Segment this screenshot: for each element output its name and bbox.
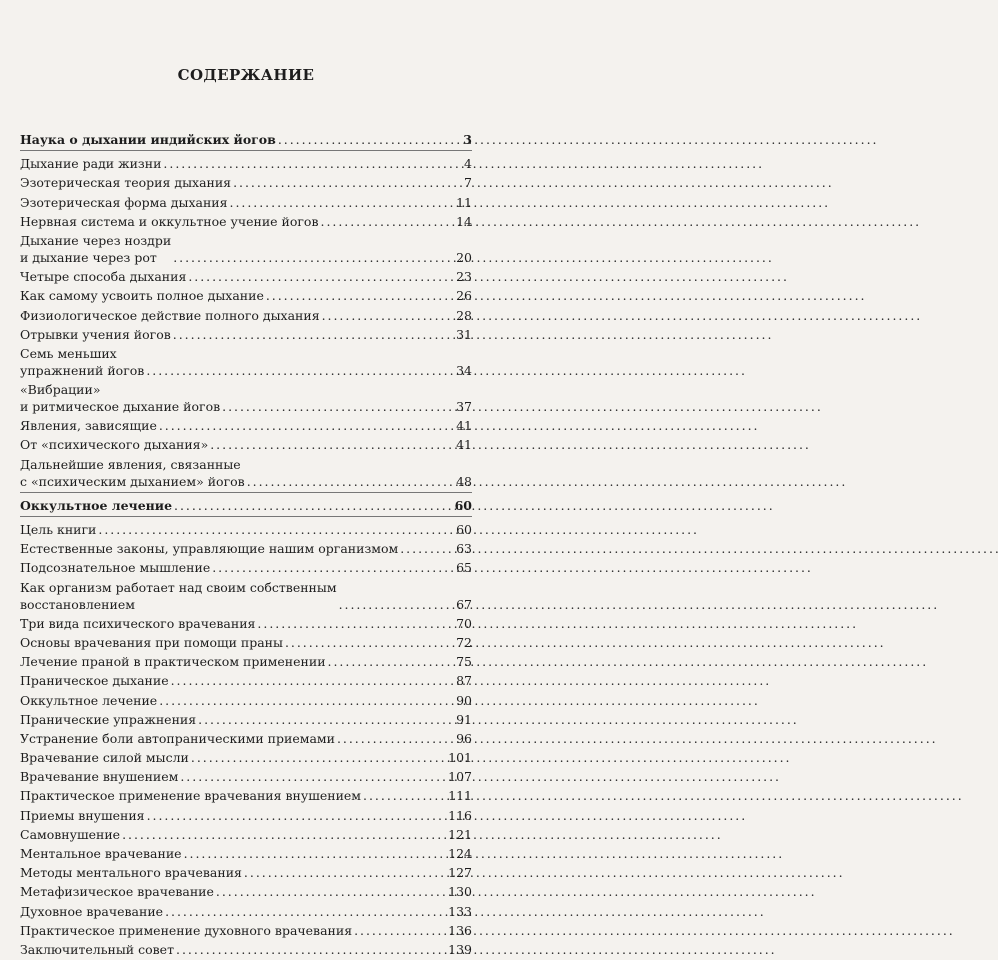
toc-entry-title-line: Физиологическое действие полного дыхания <box>20 307 320 323</box>
toc-entry <box>20 711 472 728</box>
toc-dot-leader <box>322 307 455 324</box>
toc-dot-leader <box>180 768 446 785</box>
toc-dot-leader <box>285 634 454 651</box>
toc-page-number: 60 <box>454 497 472 513</box>
toc-entry-title <box>20 307 320 324</box>
toc-dot-leader <box>191 749 446 766</box>
toc-entry-title-line: Врачевание внушением <box>20 769 179 785</box>
toc-entry-title <box>20 559 210 576</box>
toc-page-number: 48 <box>456 473 472 489</box>
page-title: СОДЕРЖАНИЕ <box>177 66 315 84</box>
toc-entry <box>20 194 472 211</box>
toc-entry-title-line: Подсознательное мышление <box>20 560 211 576</box>
toc-entry-title-line: Явления, зависящие <box>20 418 157 434</box>
toc-entry-title <box>20 232 171 266</box>
toc-entry <box>20 826 472 843</box>
toc-dot-leader <box>339 596 455 613</box>
toc-entry <box>20 213 472 230</box>
toc-entry-title-line: Заключительный совет <box>20 941 174 957</box>
toc-entry <box>20 941 472 958</box>
toc-entry-title <box>20 749 189 766</box>
toc-dot-leader <box>363 787 446 804</box>
toc-dot-leader <box>212 559 454 576</box>
toc-entry-title <box>20 653 326 670</box>
toc-entry-title-line: Методы ментального врачевания <box>20 865 242 881</box>
table-of-contents <box>20 131 472 960</box>
toc-entry-title <box>20 692 157 709</box>
toc-entry <box>20 174 472 191</box>
toc-entry-title <box>20 787 361 804</box>
toc-entry-title <box>20 768 178 785</box>
toc-page-number: 31 <box>456 326 472 342</box>
toc-dot-leader <box>233 174 458 191</box>
toc-dot-leader <box>278 131 458 148</box>
toc-page-number: 67 <box>456 596 472 612</box>
toc-entry-title <box>20 922 352 939</box>
toc-entry-title-line: Праническое дыхание <box>20 673 169 689</box>
toc-entry-title <box>20 497 172 514</box>
toc-dot-leader <box>159 417 454 434</box>
toc-page-number: 11 <box>456 194 472 210</box>
toc-entry <box>20 456 472 490</box>
toc-dot-leader <box>210 436 454 453</box>
toc-entry-title-line: упражнений йогов <box>20 362 145 378</box>
toc-entry-title <box>20 268 186 285</box>
toc-entry-title-line: Оккультное лечение <box>20 497 173 513</box>
toc-entry-title <box>20 521 96 538</box>
toc-entry-title-line: и дыхание через рот <box>20 249 157 265</box>
toc-entry-title <box>20 903 163 920</box>
toc-entry-title-line: Наука о дыхании индийских йогов <box>20 132 276 147</box>
toc-page-number: 91 <box>456 711 472 727</box>
toc-entry-title-line: Дыхание через ноздри <box>20 232 172 248</box>
toc-entry-title-line: Практическое применение духовного врачевания <box>20 922 353 938</box>
toc-entry-title <box>20 194 228 211</box>
toc-page-number: 136 <box>448 922 472 938</box>
toc-entry-title-line: Дальнейшие явления, связанные <box>20 456 241 472</box>
toc-page-number: 26 <box>456 288 472 304</box>
toc-page-number: 75 <box>456 654 472 670</box>
toc-entry-title-line: Три вида психического врачевания <box>20 615 256 631</box>
toc-page-number: 20 <box>456 249 472 265</box>
toc-entry-title <box>20 864 242 881</box>
toc-entry <box>20 749 472 766</box>
toc-entry-title <box>20 807 145 824</box>
toc-page-number: 116 <box>448 807 472 823</box>
toc-entry-title-line: и ритмическое дыхание йогов <box>20 399 221 415</box>
toc-entry <box>20 653 472 670</box>
toc-section-heading <box>20 131 472 148</box>
section-divider <box>20 516 472 517</box>
toc-entry-title-line: Семь меньших <box>20 345 117 361</box>
toc-entry-title-line: Эзотерическая теория дыхания <box>20 175 232 191</box>
toc-entry-title <box>20 213 319 230</box>
section-divider <box>20 492 472 493</box>
toc-entry-title-line: Нервная система и оккультное учение йогов <box>20 213 319 229</box>
toc-entry-title-line: Врачевание силой мысли <box>20 750 189 766</box>
toc-page-number: 37 <box>456 399 472 415</box>
toc-entry <box>20 381 472 415</box>
toc-entry-title-line: Практическое применение врачевания внушением <box>20 788 362 804</box>
toc-page-number: 23 <box>456 269 472 285</box>
toc-page-number: 127 <box>448 865 472 881</box>
toc-dot-leader <box>173 249 454 266</box>
toc-page-number: 133 <box>448 903 472 919</box>
toc-entry-title-line: Отрывки учения йогов <box>20 326 171 342</box>
toc-dot-leader <box>247 473 454 490</box>
toc-dot-leader <box>174 497 453 514</box>
toc-entry-title <box>20 174 231 191</box>
toc-entry-title <box>20 634 283 651</box>
toc-entry-title <box>20 155 161 172</box>
toc-page-number: 101 <box>448 750 472 766</box>
toc-entry <box>20 436 472 453</box>
toc-section-heading <box>20 497 472 514</box>
toc-entry <box>20 345 472 379</box>
toc-entry-title <box>20 417 157 434</box>
toc-entry <box>20 326 472 343</box>
toc-dot-leader <box>354 922 446 939</box>
toc-entry-title-line: с «психическим дыханием» йогов <box>20 473 245 489</box>
toc-page-number: 63 <box>456 541 472 557</box>
toc-entry-title-line: От «психического дыхания» <box>20 437 209 453</box>
toc-dot-leader <box>184 845 447 862</box>
toc-dot-leader <box>163 155 458 172</box>
toc-dot-leader <box>173 326 454 343</box>
toc-page-number: 87 <box>456 673 472 689</box>
toc-page-number: 111 <box>448 788 472 804</box>
toc-entry-title <box>20 672 169 689</box>
toc-entry-title-line: «Вибрации» <box>20 382 101 398</box>
toc-entry-title-line: Духовное врачевание <box>20 903 164 919</box>
toc-entry-title-line: Самовнушение <box>20 826 121 842</box>
toc-entry-title-line: Приемы внушения <box>20 807 145 823</box>
toc-page-number: 41 <box>456 437 472 453</box>
toc-entry-title <box>20 711 196 728</box>
toc-dot-leader <box>159 692 454 709</box>
toc-dot-leader <box>171 672 454 689</box>
toc-entry-title <box>20 540 398 557</box>
toc-entry-title-line: Естественные законы, управляющие нашим организмом <box>20 541 399 557</box>
toc-entry <box>20 155 472 172</box>
toc-entry-title-line: Как организм работает над своим собственным <box>20 579 337 595</box>
toc-entry <box>20 922 472 939</box>
toc-dot-leader <box>400 540 454 557</box>
toc-entry <box>20 559 472 576</box>
toc-dot-leader <box>147 807 447 824</box>
toc-dot-leader <box>146 362 454 379</box>
toc-page-number: 34 <box>456 362 472 378</box>
toc-dot-leader <box>266 287 454 304</box>
toc-entry-title <box>20 883 214 900</box>
toc-page-number: 41 <box>456 418 472 434</box>
book-page <box>0 0 492 957</box>
toc-entry-title <box>20 826 120 843</box>
toc-dot-leader <box>176 941 446 958</box>
toc-entry <box>20 417 472 434</box>
toc-entry <box>20 787 472 804</box>
toc-entry-title-line: Ментальное врачевание <box>20 846 182 861</box>
toc-entry-title <box>20 436 208 453</box>
toc-dot-leader <box>337 730 454 747</box>
toc-dot-leader <box>222 398 454 415</box>
toc-dot-leader <box>244 864 446 881</box>
toc-entry <box>20 768 472 785</box>
toc-entry-title-line: Основы врачевания при помощи праны <box>20 634 283 650</box>
toc-entry <box>20 521 472 538</box>
toc-entry <box>20 615 472 632</box>
toc-entry <box>20 268 472 285</box>
toc-page-number: 96 <box>456 730 472 746</box>
toc-page-number: 90 <box>456 692 472 708</box>
toc-page-number: 124 <box>448 846 472 861</box>
toc-entry-title-line: Четыре способа дыхания <box>20 269 187 285</box>
toc-entry-title <box>20 326 171 343</box>
toc-entry <box>20 692 472 709</box>
toc-entry-title-line: Цель книги <box>20 522 97 537</box>
toc-entry-title <box>20 287 264 304</box>
toc-dot-leader <box>165 903 446 920</box>
toc-entry <box>20 864 472 881</box>
toc-page-number: 121 <box>448 826 472 842</box>
toc-dot-leader <box>122 826 446 843</box>
toc-dot-leader <box>188 268 454 285</box>
toc-page-number: 7 <box>464 175 472 191</box>
toc-entry <box>20 903 472 920</box>
toc-entry-title <box>20 845 182 862</box>
toc-entry <box>20 287 472 304</box>
toc-page-number: 130 <box>448 884 472 900</box>
toc-page-number: 107 <box>448 769 472 785</box>
toc-entry <box>20 807 472 824</box>
toc-entry <box>20 579 472 613</box>
toc-page-number: 65 <box>456 560 472 576</box>
toc-entry-title <box>20 131 276 148</box>
toc-entry <box>20 634 472 651</box>
toc-dot-leader <box>321 213 455 230</box>
toc-page-number: 70 <box>456 615 472 631</box>
toc-page-number: 28 <box>456 307 472 323</box>
toc-page-number: 72 <box>456 634 472 650</box>
toc-entry-title <box>20 941 174 958</box>
toc-entry-title-line: Лечение праной в практическом применении <box>20 654 326 670</box>
toc-entry-title-line: Как самому усвоить полное дыхание <box>20 288 264 304</box>
toc-page-number: 139 <box>448 941 472 957</box>
toc-entry-title-line: Пранические упражнения <box>20 711 197 727</box>
toc-dot-leader <box>230 194 455 211</box>
toc-entry-title <box>20 579 337 613</box>
toc-entry <box>20 540 472 557</box>
toc-entry <box>20 307 472 324</box>
toc-entry-title-line: Устранение боли автопраническими приемами <box>20 730 335 746</box>
toc-entry <box>20 730 472 747</box>
toc-entry-title <box>20 730 335 747</box>
toc-entry-title-line: Эзотерическая форма дыхания <box>20 194 228 210</box>
toc-entry-title <box>20 345 144 379</box>
toc-page-number: 4 <box>464 156 472 172</box>
toc-page-number: 14 <box>456 213 472 229</box>
toc-entry <box>20 672 472 689</box>
toc-entry-title-line: Оккультное лечение <box>20 692 158 708</box>
toc-dot-leader <box>257 615 454 632</box>
toc-dot-leader <box>198 711 454 728</box>
section-divider <box>20 150 472 151</box>
toc-entry-title <box>20 456 245 490</box>
toc-page-number: 3 <box>463 132 472 147</box>
toc-entry <box>20 845 472 862</box>
toc-entry <box>20 232 472 266</box>
toc-dot-leader <box>328 653 455 670</box>
toc-entry-title-line: Метафизическое врачевание <box>20 884 214 900</box>
toc-entry-title-line: Дыхание ради жизни <box>20 156 162 172</box>
toc-page-number: 60 <box>456 522 472 537</box>
toc-dot-leader <box>216 883 446 900</box>
toc-dot-leader <box>98 521 454 538</box>
toc-entry-title-line: восстановлением <box>20 596 135 612</box>
toc-entry-title <box>20 615 255 632</box>
toc-entry <box>20 883 472 900</box>
toc-entry-title <box>20 381 220 415</box>
